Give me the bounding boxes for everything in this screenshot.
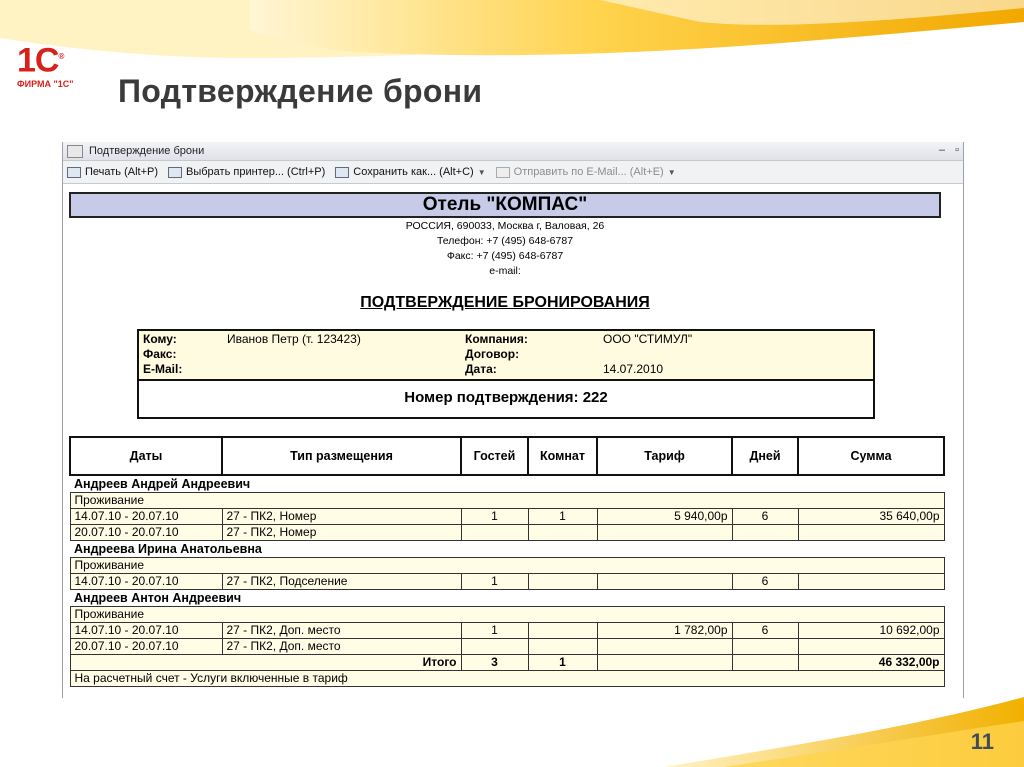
table-cell: 1: [461, 574, 528, 590]
column-header: Тариф: [597, 437, 732, 475]
table-cell: 20.07.10 - 20.07.10: [70, 525, 222, 541]
table-cell: 1: [461, 623, 528, 639]
table-header-row: [70, 437, 944, 475]
window-icon: [67, 145, 83, 158]
service-row: [70, 607, 944, 623]
table-cell: 35 640,00р: [798, 509, 944, 525]
window-title: Подтверждение брони: [89, 145, 205, 157]
booking-table: [69, 436, 945, 687]
fax-label: Факс:: [143, 347, 177, 361]
printer-select-icon: [168, 167, 182, 178]
confirmation-title: ПОДТВЕРЖДЕНИЕ БРОНИРОВАНИЯ: [360, 294, 650, 311]
to-label: Кому:: [143, 332, 177, 346]
table-cell: 5 940,00р: [597, 509, 732, 525]
print-preview-window: [62, 142, 964, 698]
table-cell: 1: [461, 509, 528, 525]
hotel-fax: Факс: +7 (495) 648-6787: [446, 250, 564, 262]
service-row: [70, 558, 944, 574]
table-cell: 14.07.10 - 20.07.10: [70, 574, 222, 590]
table-row: [70, 639, 944, 655]
slide-title: Подтверждение брони: [118, 73, 483, 109]
table-cell: 1: [528, 509, 597, 525]
table-row: [70, 574, 944, 590]
chevron-down-icon[interactable]: ▼: [477, 167, 486, 177]
date-value: 14.07.2010: [603, 362, 664, 376]
chevron-down-icon[interactable]: ▼: [667, 167, 676, 177]
table-cell: [528, 623, 597, 639]
table-cell: 6: [732, 509, 798, 525]
select-printer-button[interactable]: [168, 166, 325, 178]
column-header: Сумма: [798, 437, 944, 475]
service-row: [70, 493, 944, 509]
table-cell: [597, 525, 732, 541]
table-cell: [798, 639, 944, 655]
table-cell: [461, 639, 528, 655]
save-as-label: Сохранить как... (Alt+C): [353, 166, 474, 178]
total-sum: 46 332,00р: [798, 655, 944, 671]
save-icon: [335, 167, 349, 178]
service-name: Проживание: [70, 493, 944, 509]
confirmation-number: Номер подтверждения: 222: [404, 389, 608, 406]
table-cell: 10 692,00р: [798, 623, 944, 639]
table-cell: [528, 574, 597, 590]
client-info-fields: [139, 331, 873, 381]
table-cell: [597, 655, 732, 671]
service-name: Проживание: [70, 607, 944, 623]
column-header: Тип размещения: [222, 437, 461, 475]
send-email-button[interactable]: [496, 166, 676, 178]
guest-row: [70, 475, 944, 493]
guest-row: [70, 590, 944, 607]
table-cell: 14.07.10 - 20.07.10: [70, 623, 222, 639]
hotel-address: РОССИЯ, 690033, Москва г, Валовая, 26: [405, 220, 605, 232]
contract-label: Договор:: [465, 347, 520, 361]
hotel-phone: Телефон: +7 (495) 648-6787: [436, 235, 574, 247]
company-value: ООО "СТИМУЛ": [603, 332, 693, 346]
email-label: E-Mail:: [143, 362, 183, 376]
printer-icon: [67, 167, 81, 178]
table-cell: 27 - ПК2, Доп. место: [222, 623, 461, 639]
table-cell: [597, 574, 732, 590]
table-cell: 27 - ПК2, Номер: [222, 525, 461, 541]
logo-subtitle: ФИРМА "1С": [17, 79, 74, 90]
table-cell: 6: [732, 574, 798, 590]
page-number: 11: [970, 729, 994, 754]
table-cell: [528, 525, 597, 541]
column-header: Дней: [732, 437, 798, 475]
table-cell: 1 782,00р: [597, 623, 732, 639]
service-name: Проживание: [70, 558, 944, 574]
table-cell: 27 - ПК2, Номер: [222, 509, 461, 525]
table-cell: [461, 525, 528, 541]
logo-main-text: 1С: [17, 41, 59, 80]
column-header: Даты: [70, 437, 222, 475]
table-cell: [732, 655, 798, 671]
total-row: [70, 655, 944, 671]
toolbar: [63, 161, 963, 184]
table-cell: 27 - ПК2, Подселение: [222, 574, 461, 590]
to-value: Иванов Петр (т. 123423): [227, 332, 361, 346]
restore-icon[interactable]: ▫: [955, 144, 959, 156]
guest-row: [70, 541, 944, 558]
guest-name: Андреев Антон Андреевич: [70, 590, 944, 607]
table-cell: 27 - ПК2, Доп. место: [222, 639, 461, 655]
table-row: [70, 525, 944, 541]
table-cell: [732, 639, 798, 655]
print-label: Печать (Alt+P): [85, 166, 159, 178]
guest-name: Андреева Ирина Анатольевна: [70, 541, 944, 558]
company-label: Компания:: [465, 332, 528, 346]
table-cell: [798, 525, 944, 541]
select-printer-label: Выбрать принтер... (Ctrl+P): [186, 166, 326, 178]
send-email-label: Отправить по E-Mail... (Alt+E): [513, 166, 664, 178]
decorative-swoosh-top: [0, 0, 1024, 80]
hotel-email: e-mail:: [489, 265, 521, 277]
table-cell: 6: [732, 623, 798, 639]
table-row: [70, 623, 944, 639]
document-page: [63, 184, 963, 698]
table-cell: [732, 525, 798, 541]
total-rooms: 1: [528, 655, 597, 671]
table-cell: 20.07.10 - 20.07.10: [70, 639, 222, 655]
hotel-name: Отель "КОМПАС": [69, 192, 941, 218]
column-header: Гостей: [461, 437, 528, 475]
table-cell: 14.07.10 - 20.07.10: [70, 509, 222, 525]
guest-name: Андреев Андрей Андреевич: [70, 475, 944, 493]
minimize-icon[interactable]: –: [938, 144, 945, 156]
table-cell: [528, 639, 597, 655]
decorative-swoosh-bottom: [664, 687, 1024, 767]
logo-1c: [17, 40, 74, 89]
total-guests: 3: [461, 655, 528, 671]
registered-mark: ®: [58, 52, 64, 61]
total-label: Итого: [70, 655, 461, 671]
date-label: Дата:: [465, 362, 497, 376]
table-cell: [597, 639, 732, 655]
save-as-button[interactable]: [335, 166, 485, 178]
footer-row: [70, 671, 944, 687]
window-titlebar: [63, 142, 963, 161]
column-header: Комнат: [528, 437, 597, 475]
footer-note: На расчетный счет - Услуги включенные в тариф: [70, 671, 944, 687]
table-row: [70, 509, 944, 525]
email-icon: [496, 167, 510, 178]
print-button[interactable]: [67, 166, 158, 178]
table-cell: [798, 574, 944, 590]
client-info-box: [137, 329, 875, 419]
